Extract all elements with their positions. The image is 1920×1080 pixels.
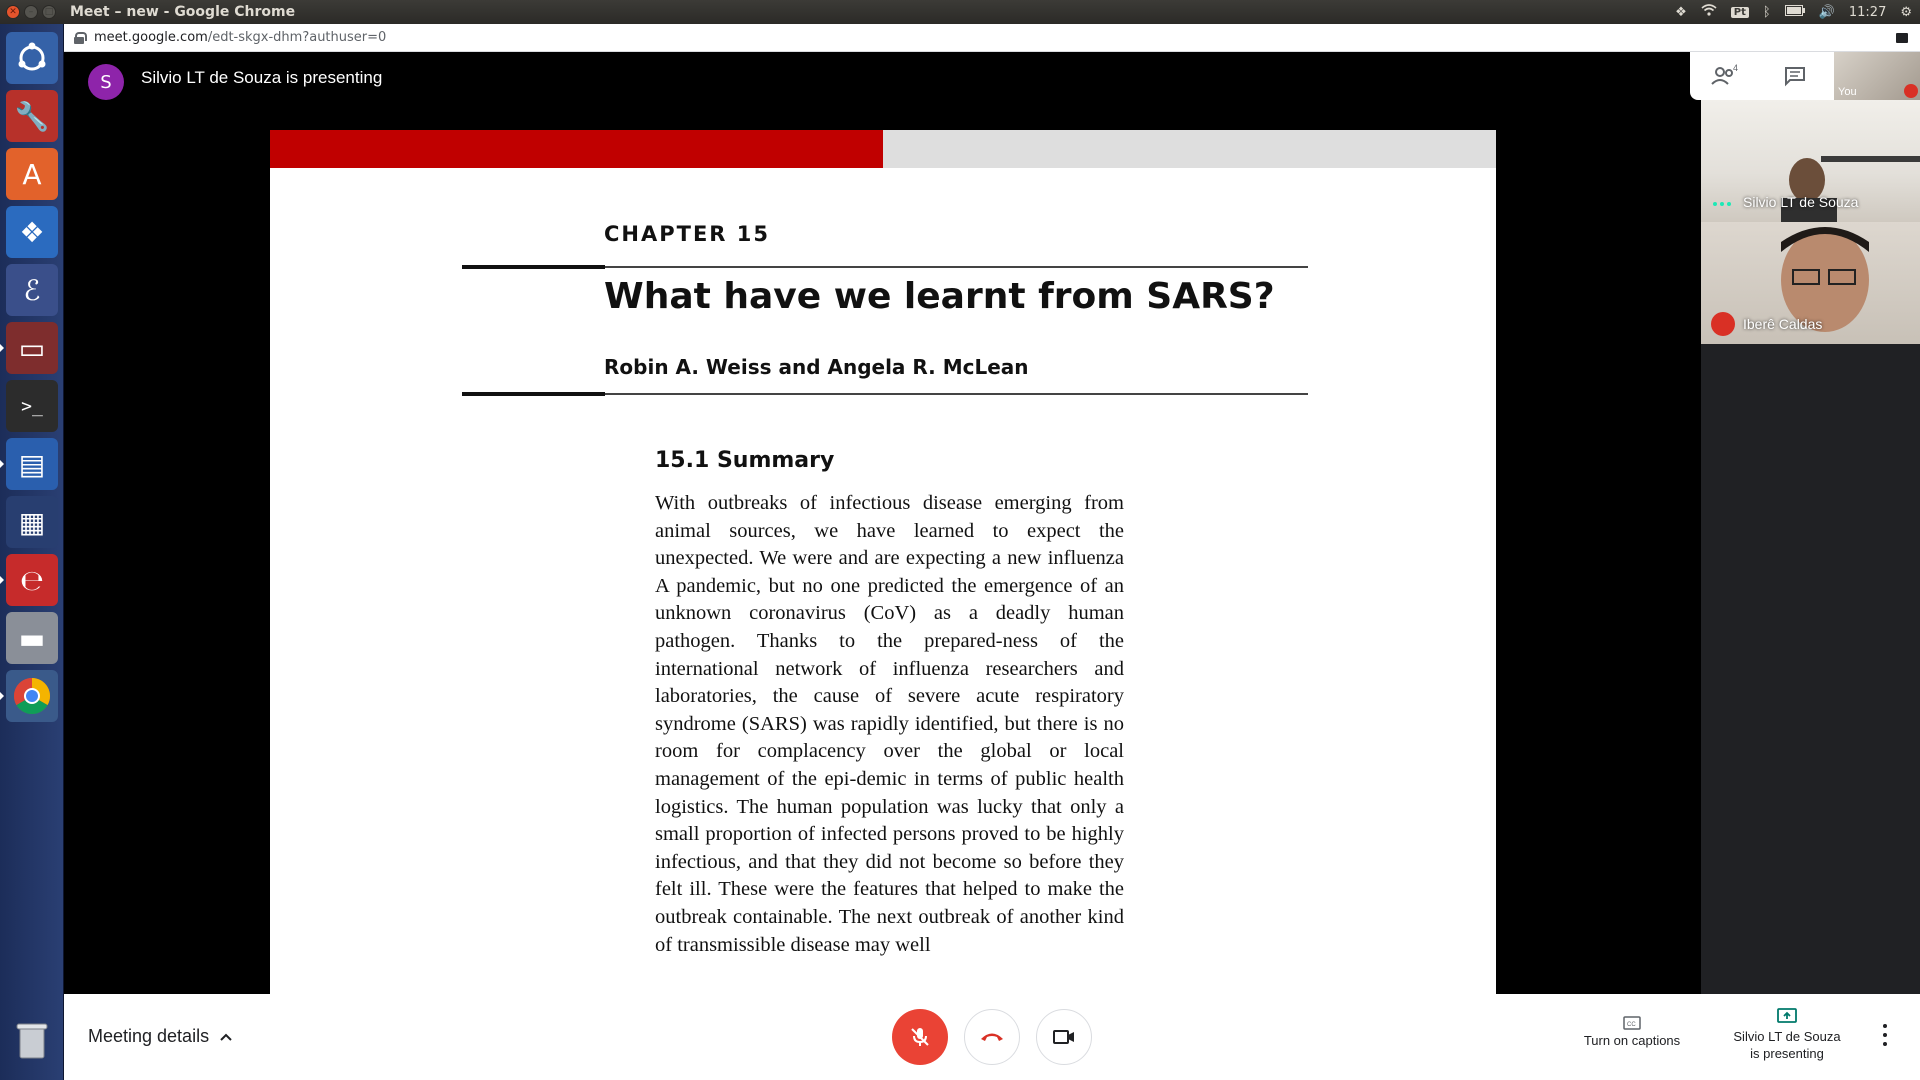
participant-tiles [1701,100,1920,994]
clock[interactable]: 11:27 [1848,4,1887,20]
url-host: meet.google.com [94,30,208,45]
participant-tile[interactable] [1701,222,1920,344]
pdf-reader-icon[interactable]: ℮ [6,554,58,606]
system-top-panel [0,0,1920,24]
wifi-icon[interactable] [1701,4,1717,20]
meet-app [64,52,1920,1080]
presenting-label-line2: is presenting [1750,1046,1824,1061]
url-text[interactable] [94,30,386,45]
microphone-toggle-button[interactable] [892,1009,948,1065]
running-indicator [0,692,4,700]
emacs-icon[interactable]: ℰ [6,264,58,316]
minimize-window-button[interactable]: – [24,5,38,19]
maximize-window-button[interactable]: □ [42,5,56,19]
shared-document [270,130,1496,994]
meeting-details-label: Meeting details [88,1026,210,1046]
bluetooth-icon[interactable]: ᛒ [1762,4,1771,20]
url-path: /edt-skgx-dhm?authuser=0 [207,30,387,45]
libreoffice-writer-icon[interactable]: ▤ [6,438,58,490]
captions-label: Turn on captions [1583,1033,1681,1048]
document-header-bar-red [270,130,883,168]
camera-in-use-icon[interactable] [1896,33,1908,43]
chapter-rule-accent [462,265,605,269]
file-manager-icon[interactable]: ▭ [6,322,58,374]
leave-call-button[interactable] [964,1009,1020,1065]
chat-icon[interactable] [1780,64,1810,88]
presentation-header [64,52,1920,130]
summary-paragraph: With outbreaks of infectious disease emerging from animal sources, we have learned to expect the unexpected. We were and are expecting a new influenza A pandemic, but no one predicted the emergence of an unknown coronavirus (CoV) as a deadly human pathogen. Thanks to the prepared-ness of the international network of influenza researchers and laboratories, the cause of severe acute respiratory syndrome (SARS) was rapidly identified, but there is no room for complacency over the global or local management of the epi-demic in terms of public health logistics. The human population was lucky that only a small proportion of infected persons proved to be highly infectious, and that they did not become so before they felt ill. These were the features that helped to make the outbreak containable. The next outbreak of another kind of transmissible disease may well [655,492,1124,956]
running-indicator [0,576,4,584]
chapter-title: What have we learnt from SARS? [604,276,1275,317]
dropbox-tray-icon[interactable]: ❖ [1675,4,1687,20]
close-window-button[interactable]: ✕ [6,5,20,19]
section-heading: 15.1 Summary [655,448,835,473]
self-video-thumbnail[interactable] [1834,52,1920,100]
running-indicator [0,344,4,352]
participant-name: Iberê Caldas [1743,316,1823,332]
chapter-label: CHAPTER 15 [604,222,771,246]
keyboard-layout-indicator[interactable]: Pt [1731,7,1749,18]
closed-captions-icon [1623,1016,1641,1030]
participant-tile[interactable] [1701,100,1920,222]
dash-home-icon[interactable] [6,32,58,84]
workspace-switcher-icon[interactable]: ▦ [6,496,58,548]
video-camera-icon [1052,1028,1076,1046]
terminal-icon[interactable]: >_ [6,380,58,432]
running-indicator [0,460,4,468]
presentation-button[interactable] [1722,1008,1852,1062]
trash-icon[interactable] [6,1014,58,1066]
self-mic-muted-icon [1904,84,1918,98]
volume-icon[interactable]: 🔊 [1818,4,1835,20]
battery-icon[interactable] [1785,5,1805,20]
meeting-controls-bar [64,994,1920,1080]
browser-address-bar[interactable] [64,24,1920,52]
dropbox-icon[interactable]: ❖ [6,206,58,258]
presenter-avatar: S [88,64,124,100]
present-screen-icon [1777,1008,1797,1024]
chevron-up-icon [219,1032,233,1042]
software-center-icon[interactable]: A [6,148,58,200]
captions-button[interactable] [1572,1016,1692,1048]
people-count: 4 [1733,64,1739,73]
system-settings-icon[interactable]: 🔧 [6,90,58,142]
presenter-status: Silvio LT de Souza is presenting [141,68,383,87]
people-icon[interactable] [1710,64,1740,88]
presenting-label-line1: Silvio LT de Souza [1733,1029,1841,1044]
document-header-bar-grey [883,130,1496,168]
system-tray [1675,0,1912,24]
chapter-authors: Robin A. Weiss and Angela R. McLean [604,355,1029,379]
meeting-details-button[interactable] [88,1026,233,1047]
ubuntu-launcher [0,24,64,1080]
disk-drive-icon[interactable]: ▬ [6,612,58,664]
authors-rule-accent [462,392,605,396]
self-label: You [1838,86,1857,98]
svg-text:CC: CC [1627,1022,1636,1028]
more-options-icon[interactable] [1882,1024,1888,1046]
window-controls [6,5,56,19]
hang-up-icon [979,1030,1005,1044]
lock-icon[interactable] [74,32,84,44]
settings-gear-icon[interactable]: ⚙ [1900,4,1912,20]
mic-off-icon [1711,312,1735,336]
window-title: Meet – new - Google Chrome [70,4,296,20]
speaking-indicator [1713,202,1731,206]
chrome-icon[interactable] [6,670,58,722]
camera-toggle-button[interactable] [1036,1009,1092,1065]
participant-name: Silvio LT de Souza [1743,194,1859,210]
mic-off-icon [908,1025,932,1049]
